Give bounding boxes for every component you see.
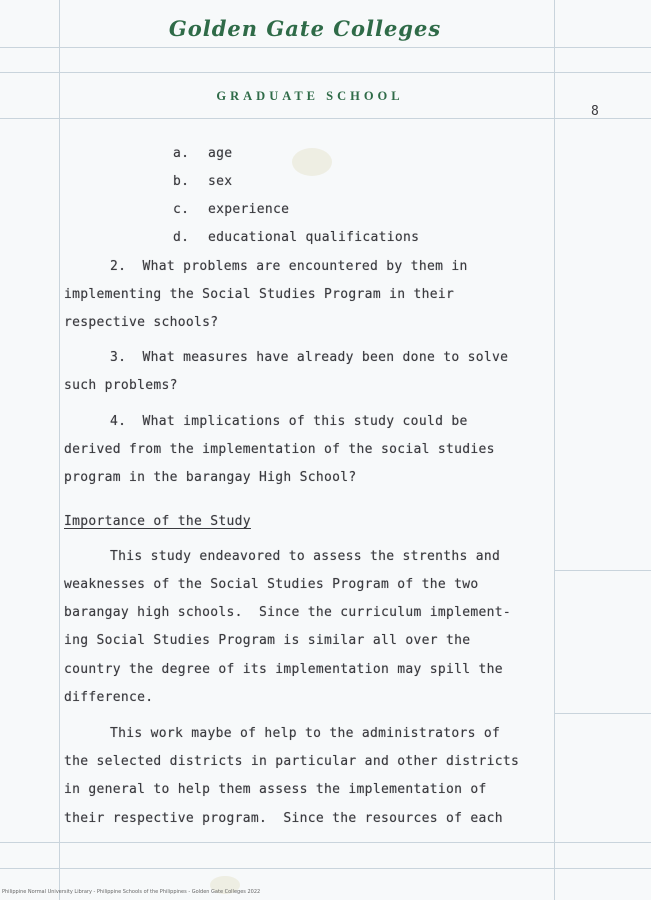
left-margin-rule [59, 0, 60, 900]
paper-stain [292, 148, 332, 176]
paragraph-1-line: ing Social Studies Program is similar all over the [64, 633, 471, 648]
paper-rule [554, 713, 651, 714]
paper-rule [554, 570, 651, 571]
scan-footer-note: Philippine Normal University Library - Philippine Schools of the Philippines - Golden Gate Colleges 2022 [2, 889, 261, 895]
paper-rule [0, 868, 651, 869]
paragraph-2-line: the selected districts in particular and other districts [64, 754, 520, 769]
question-3-line: such problems? [64, 378, 178, 393]
paragraph-1-line: difference. [64, 690, 154, 705]
list-item-text: experience [208, 202, 290, 217]
right-margin-rule [554, 0, 555, 900]
paper-rule [0, 72, 651, 73]
question-2-line: respective schools? [64, 315, 219, 330]
question-4-line: derived from the implementation of the social studies [64, 442, 495, 457]
list-item-text: age [208, 146, 233, 161]
paragraph-1-line: barangay high schools. Since the curriculum implement- [64, 605, 511, 620]
paper-rule [0, 118, 651, 119]
paragraph-2-line: in general to help them assess the implementation of [64, 782, 487, 797]
paragraph-2-line: their respective program. Since the resources of each [64, 811, 503, 826]
section-heading: Importance of the Study [64, 514, 251, 529]
list-item-letter: d. [173, 230, 190, 245]
paragraph-1-line: weaknesses of the Social Studies Program of the two [64, 577, 479, 592]
paragraph-2-line: This work maybe of help to the administrators of [110, 726, 501, 741]
list-item-letter: a. [173, 146, 190, 161]
question-2-line: implementing the Social Studies Program in their [64, 287, 455, 302]
graduate-school-heading: GRADUATE SCHOOL [216, 89, 404, 103]
paragraph-1-line: country the degree of its implementation may spill the [64, 662, 503, 677]
list-item-letter: c. [173, 202, 190, 217]
paragraph-1-line: This study endeavored to assess the strenths and [110, 549, 501, 564]
paper-rule [0, 47, 651, 48]
question-3-line: 3. What measures have already been done to solve [110, 350, 509, 365]
page-number: 8 [591, 104, 599, 119]
college-name-letterhead: Golden Gate Colleges [168, 16, 442, 41]
question-4-line: 4. What implications of this study could be [110, 414, 468, 429]
list-item-letter: b. [173, 174, 190, 189]
paper-rule [0, 842, 651, 843]
question-2-line: 2. What problems are encountered by them in [110, 259, 468, 274]
list-item-text: educational qualifications [208, 230, 420, 245]
list-item-text: sex [208, 174, 233, 189]
question-4-line: program in the barangay High School? [64, 470, 357, 485]
